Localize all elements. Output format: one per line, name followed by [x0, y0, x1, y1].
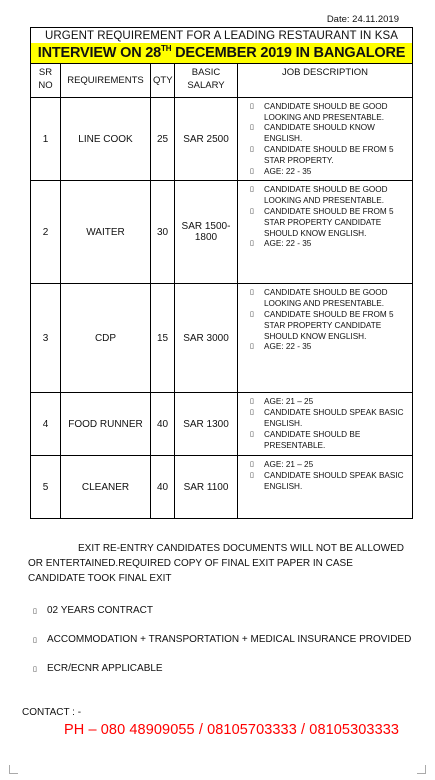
description-text: CANDIDATE SHOULD KNOW ENGLISH. [264, 123, 375, 144]
cell-job-description [238, 456, 413, 519]
cell-salary: SAR 1100 [175, 456, 238, 519]
requirements-table [30, 63, 413, 520]
description-text: CANDIDATE SHOULD BE FROM 5 STAR PROPERTY CANDIDATE SHOULD KNOW ENGLISH. [264, 207, 394, 238]
description-bullet [250, 397, 406, 408]
bullet-icon: ▯ [250, 430, 254, 438]
bullet-icon: ▯ [33, 636, 37, 644]
header-qty: QTY [151, 63, 175, 97]
cell-sr-no: 1 [31, 97, 61, 181]
cell-salary: SAR 3000 [175, 284, 238, 393]
bullet-icon: ▯ [250, 124, 254, 132]
description-text: CANDIDATE SHOULD SPEAK BASIC ENGLISH. [264, 408, 404, 428]
cell-requirement: CLEANER [61, 456, 151, 519]
bullet-icon: ▯ [250, 102, 254, 110]
table-row [31, 284, 413, 393]
cell-requirement: WAITER [61, 181, 151, 284]
cell-qty: 40 [151, 456, 175, 519]
cell-job-description [238, 181, 413, 284]
description-bullet [250, 342, 406, 353]
cell-qty: 25 [151, 97, 175, 181]
bullet-icon: ▯ [33, 607, 37, 615]
table-row [31, 393, 413, 456]
description-bullet [250, 145, 406, 167]
table-row [31, 181, 413, 284]
cell-job-description [238, 284, 413, 393]
point-text: ECR/ECNR APPLICABLE [47, 663, 163, 674]
cell-qty: 15 [151, 284, 175, 393]
description-text: CANDIDATE SHOULD BE GOOD LOOKING AND PRESENTABLE. [264, 288, 388, 309]
header-basic-salary: BASIC SALARY [175, 63, 238, 97]
description-text: CANDIDATE SHOULD BE GOOD LOOKING AND PRESENTABLE. [264, 101, 388, 122]
bullet-icon: ▯ [250, 398, 254, 406]
header-job-description: JOB DESCRIPTION [238, 63, 413, 97]
description-text: AGE: 22 - 35 [264, 239, 312, 249]
cell-sr-no: 5 [31, 456, 61, 519]
header-box [30, 27, 413, 63]
table-header-row [31, 63, 413, 97]
description-bullet [250, 430, 406, 452]
cell-salary: SAR 1500-1800 [175, 181, 238, 284]
header-requirements: REQUIREMENTS [61, 63, 151, 97]
description-bullet [250, 123, 406, 145]
description-text: AGE: 22 - 35 [264, 342, 312, 352]
description-text: CANDIDATE SHOULD BE PRESENTABLE. [264, 429, 361, 450]
bullet-icon: ▯ [250, 240, 254, 248]
description-bullet [250, 310, 406, 342]
cell-salary: SAR 1300 [175, 393, 238, 456]
cell-requirement: LINE COOK [61, 97, 151, 181]
interview-text-post: DECEMBER 2019 IN BANGALORE [171, 44, 406, 61]
cell-qty: 30 [151, 181, 175, 284]
bullet-icon: ▯ [33, 665, 37, 673]
page-title: URGENT REQUIREMENT FOR A LEADING RESTAURANT IN KSA [44, 30, 399, 42]
point-text: ACCOMMODATION + TRANSPORTATION + MEDICAL INSURANCE PROVIDED [47, 634, 412, 645]
description-text: AGE: 22 - 35 [264, 166, 312, 176]
phone-numbers: PH – 080 48909055 / 08105703333 / 08105303333 [64, 722, 400, 738]
requirement-sheet [30, 27, 413, 519]
description-text: CANDIDATE SHOULD BE FROM 5 STAR PROPERTY. [264, 145, 394, 165]
description-bullet [250, 239, 406, 250]
cell-qty: 40 [151, 393, 175, 456]
description-bullet [250, 471, 406, 493]
cell-requirement: FOOD RUNNER [61, 393, 151, 456]
cell-sr-no: 3 [31, 284, 61, 393]
cell-salary: SAR 2500 [175, 97, 238, 181]
point-item [33, 605, 153, 616]
bullet-icon: ▯ [250, 311, 254, 318]
description-bullet [250, 288, 406, 310]
point-item [33, 634, 411, 645]
page-corner-mark [417, 765, 426, 774]
contact-label: CONTACT : - [22, 707, 82, 718]
description-bullet [250, 207, 406, 239]
bullet-icon: ▯ [250, 343, 254, 351]
description-bullet [250, 102, 406, 124]
description-text: CANDIDATE SHOULD BE FROM 5 STAR PROPERTY CANDIDATE SHOULD KNOW ENGLISH. [264, 310, 394, 341]
exit-reentry-note: EXIT RE-ENTRY CANDIDATES DOCUMENTS WILL NOT BE ALLOWED OR ENTERTAINED.REQUIRED COPY OF FINAL EXIT PAPER IN CASE CANDIDATE TOOK FINAL EXIT [28, 543, 404, 584]
description-text: CANDIDATE SHOULD BE GOOD LOOKING AND PRESENTABLE. [264, 185, 388, 206]
description-bullet [250, 408, 406, 430]
interview-text-pre: INTERVIEW ON 28 [37, 44, 162, 61]
cell-requirement: CDP [61, 284, 151, 393]
bullet-icon: ▯ [250, 167, 254, 175]
cell-job-description [238, 97, 413, 181]
description-text: CANDIDATE SHOULD SPEAK BASIC ENGLISH. [264, 471, 404, 491]
document-date: Date: 24.11.2019 [326, 14, 399, 25]
bullet-icon: ▯ [250, 472, 254, 480]
bullet-icon: ▯ [250, 409, 254, 417]
bullet-icon: ▯ [250, 186, 254, 194]
description-bullet [250, 460, 406, 471]
bullet-icon: ▯ [250, 146, 254, 154]
description-text: AGE: 21 – 25 [264, 397, 314, 407]
cell-job-description [238, 393, 413, 456]
point-text: 02 YEARS CONTRACT [47, 605, 153, 616]
cell-sr-no: 2 [31, 181, 61, 284]
cell-sr-no: 4 [31, 393, 61, 456]
table-row [31, 456, 413, 519]
interview-banner [31, 43, 412, 63]
page-corner-mark [9, 765, 18, 774]
interview-text-sup: TH [161, 44, 172, 53]
table-row [31, 97, 413, 181]
description-bullet [250, 185, 406, 207]
point-item [33, 663, 163, 674]
bullet-icon: ▯ [250, 289, 254, 297]
bullet-icon: ▯ [250, 208, 254, 215]
description-text: AGE: 21 – 25 [264, 460, 314, 470]
header-sr-no: SR NO [31, 63, 61, 97]
bullet-icon: ▯ [250, 461, 254, 469]
description-bullet [250, 167, 406, 178]
